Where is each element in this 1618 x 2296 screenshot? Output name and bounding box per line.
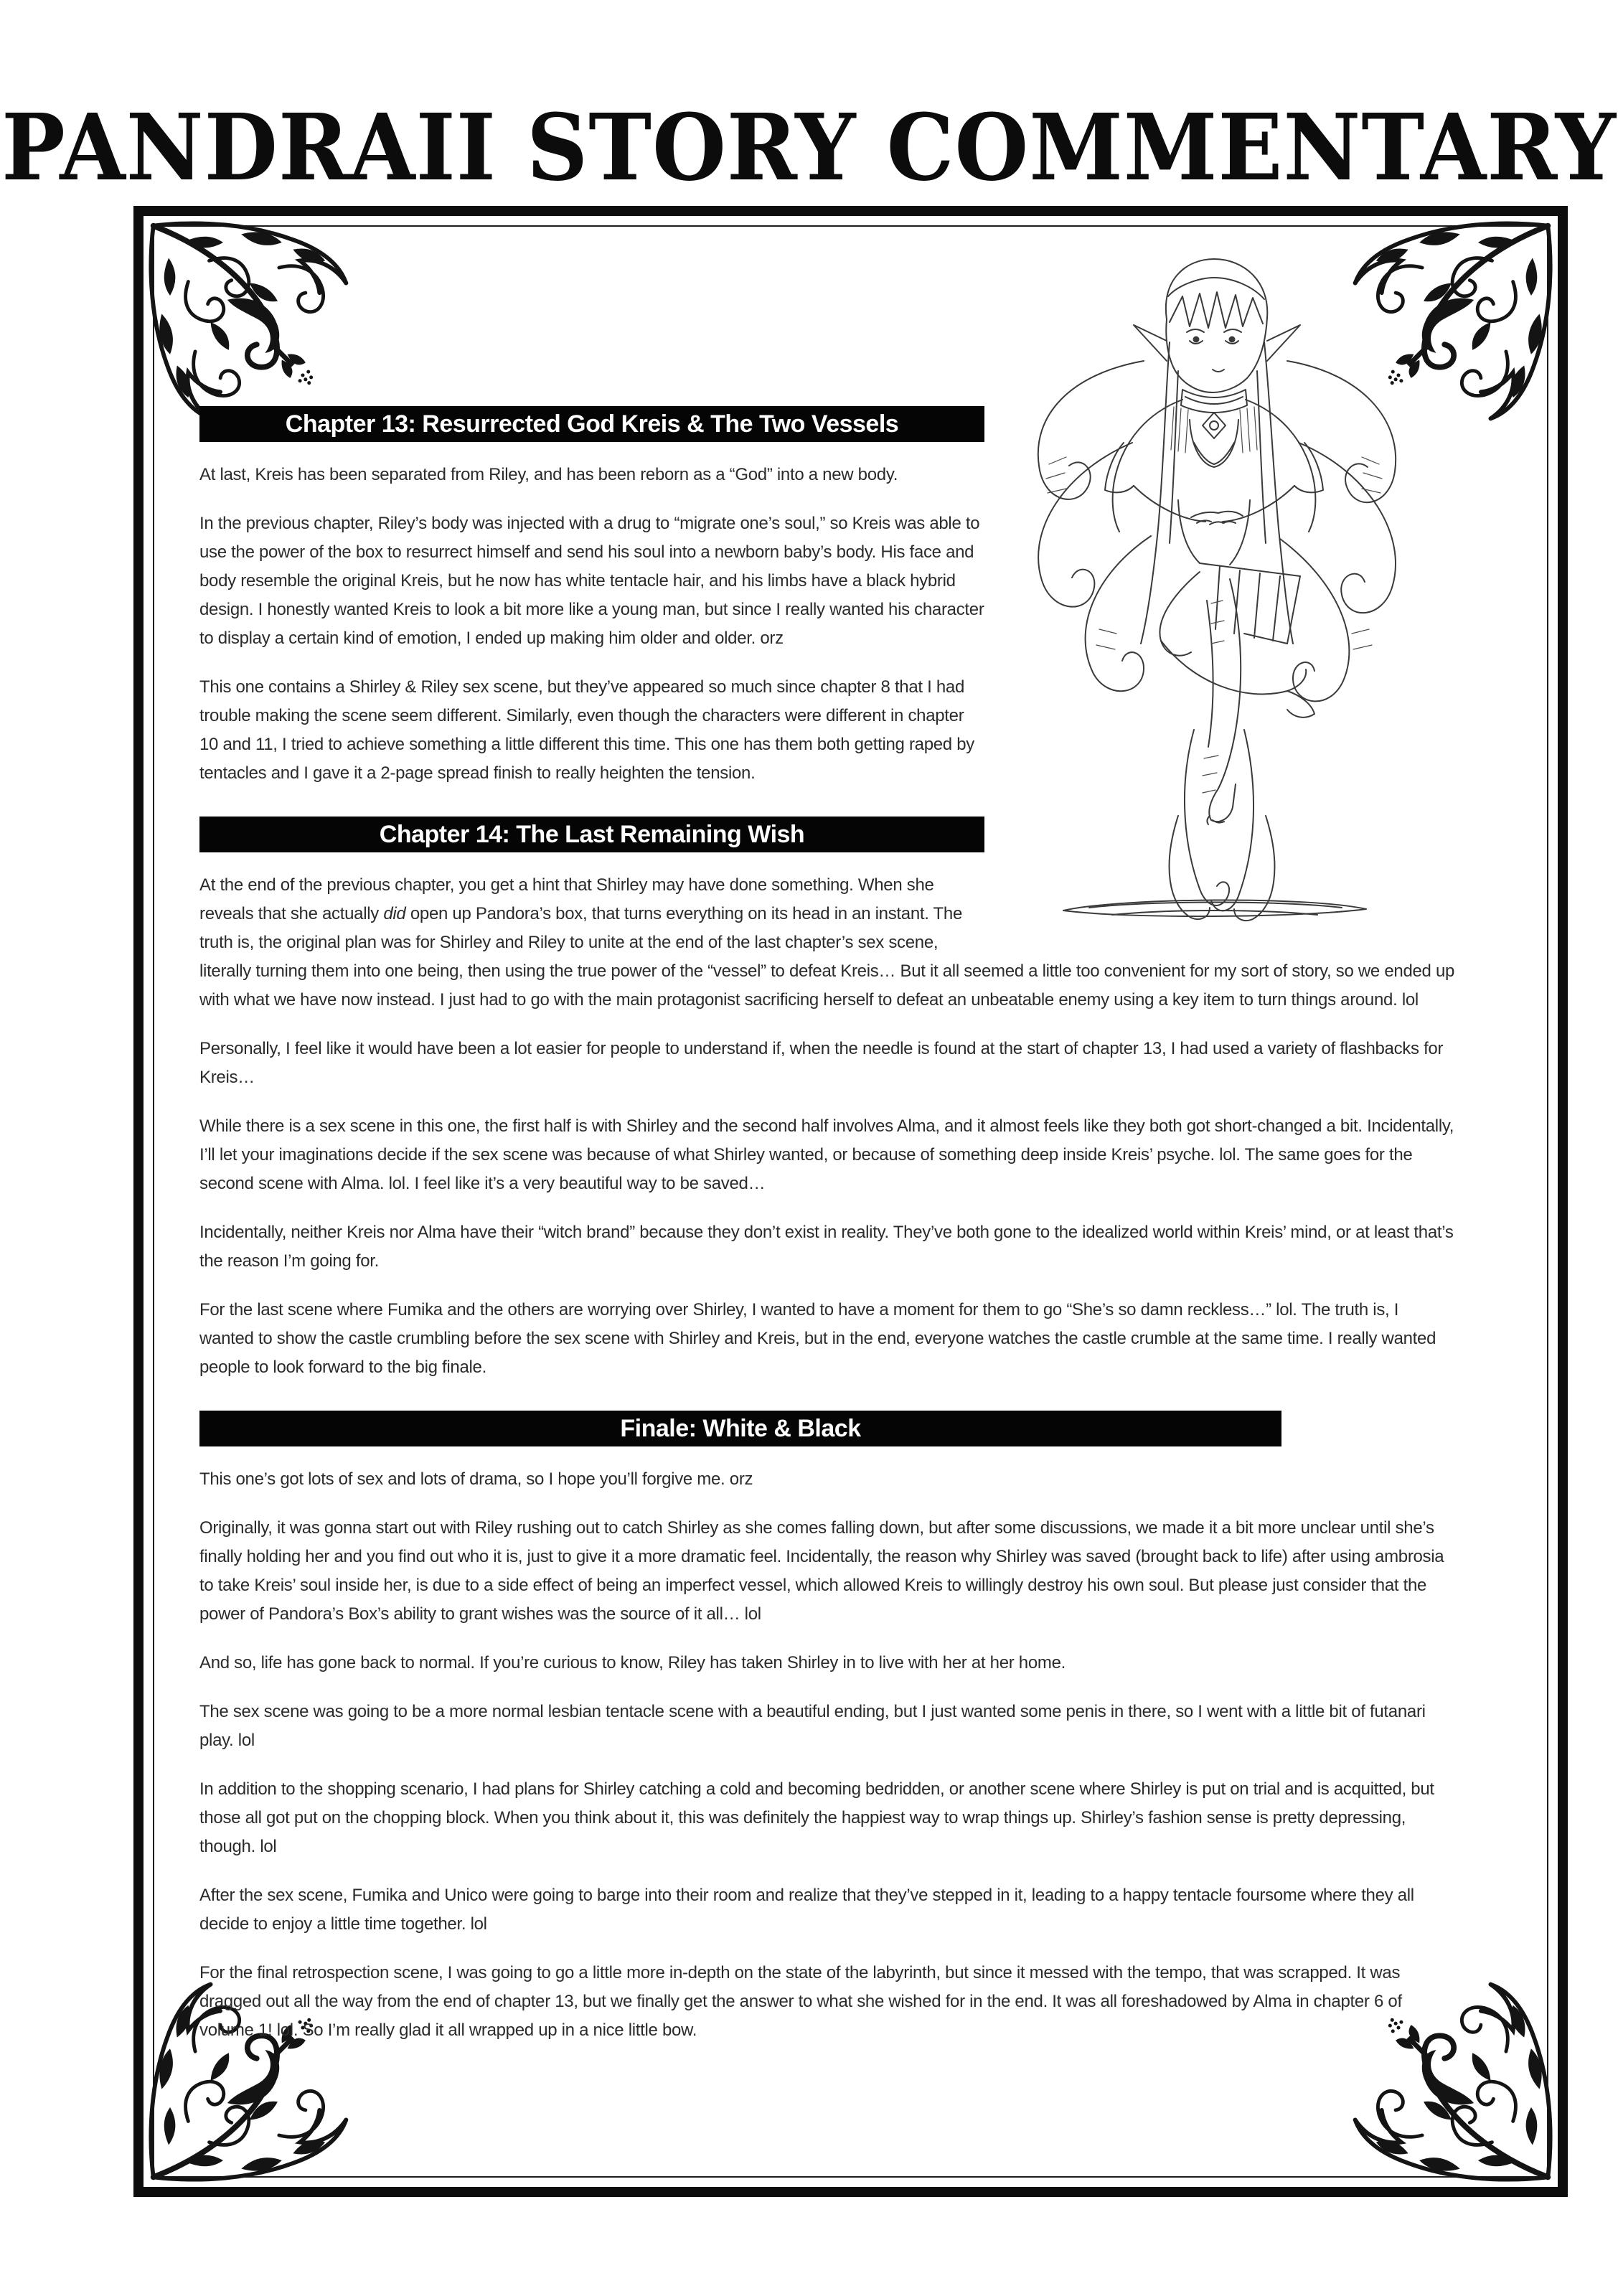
paragraph: Incidentally, neither Kreis nor Alma have their “witch brand” because they don’t exist in reality. They’ve both gone to the idealized world within Kreis’ mind, or at least that’s the reason I’m going for. [199,1223,1454,1271]
paragraph-text: open up Pandora’s box, that turns everything on its head in an instant. The truth is, the original plan was for Shirley and Riley to unite at the end of the last chapter’s sex scene, literally turning them into one being, then using the true power of the “vessel” to defeat Kreis… But it all seemed a little too convenient for my sort of story, so we ended up with what we have now instead. I just had to go with the main protagonist sacrificing herself to defeat an unbeatable enemy using a key item to turn things around. lol [199,904,1455,1010]
section-header-label: Chapter 14: The Last Remaining Wish [379,821,805,848]
page-title: PANDRAII STORY COMMENTARY [1,93,1617,202]
paragraph: Originally, it was gonna start out with Riley rushing out to catch Shirley as she comes falling down, but after some discussions, we made it a bit more unclear until she’s finally holding her and you find out who it is, just to give it a more dramatic feel. Incidentally, the reason why Shirley was saved (brought back to life) after using ambrosia to take Kreis’ soul inside her, is due to a side effect of being an imperfect vessel, which allowed Kreis to willingly destroy his own soul. But please just consider that the power of Pandora’s Box’s ability to grant wishes was the source of it all… lol [199,1518,1444,1624]
paragraph: Personally, I feel like it would have been a lot easier for people to understand if, when the needle is found at the start of chapter 13, I had used a variety of flashbacks for Kreis… [199,1039,1444,1087]
paragraph: At last, Kreis has been separated from Riley, and has been reborn as a “God” into a new body. [199,465,898,484]
paragraph: The sex scene was going to be a more normal lesbian tentacle scene with a beautiful ending, but I just wanted some penis in there, so I went with a little bit of futanari play. lol [199,1702,1426,1750]
decorative-frame [133,206,1568,2197]
illustration-text-wrap-spacer [984,377,1457,956]
paragraph: This one contains a Shirley & Riley sex scene, but they’ve appeared so much since chapter 8 that I had trouble making the scene seem different. Similarly, even though the characters were different in chapter 10 and 11, I tried to achieve something a little different this time. This one has them both getting raped by tentacles and I gave it a 2-page spread finish to really heighten the tension. [199,677,974,783]
italic-word: did [383,904,406,923]
paragraph: In addition to the shopping scenario, I had plans for Shirley catching a cold and becoming bedridden, or another scene where Shirley is put on trial and is acquitted, but those all got put on the chopping block. When you think about it, this was definitely the happiest way to wrap things up. Shirley’s fashion sense is pretty depressing, though. lol [199,1779,1434,1856]
paragraph: For the last scene where Fumika and the others are worrying over Shirley, I wanted to have a moment for them to go “She’s so damn reckless…” lol. The truth is, I wanted to show the castle crumbling before the sex scene with Shirley and Kreis, but in the end, everyone watches the castle crumble at the same time. I really wanted people to look forward to the big finale. [199,1300,1436,1377]
paragraph: For the final retrospection scene, I was going to go a little more in-depth on the state of the labyrinth, but since it messed with the tempo, that was scrapped. It was dragged out all the way from the end of chapter 13, but we finally get the answer to what she wished for in the end. It was all foreshadowed by Alma in chapter 6 of volume 1! lol. So I’m really glad it all wrapped up in a nice little bow. [199,1963,1402,2040]
commentary-content [199,377,1457,2045]
section-header-chapter-13 [199,406,984,442]
paragraph: This one’s got lots of sex and lots of drama, so I hope you’ll forgive me. orz [199,1469,753,1489]
section-header-finale [199,1411,1281,1446]
paragraph: In the previous chapter, Riley’s body was injected with a drug to “migrate one’s soul,” so Kreis was able to use the power of the box to resurrect himself and send his soul into a newborn baby’s body. His face and body resemble the original Kreis, but he now has white tentacle hair, and his limbs have a black hybrid design. I honestly wanted Kreis to look a bit more like a young man, but since I really wanted his character to display a certain kind of emotion, I ended up making him older and older. orz [199,514,984,648]
paragraph: While there is a sex scene in this one, the first half is with Shirley and the second half involves Alma, and it almost feels like they both got short-changed a bit. Incidentally, I’ll let your imaginations decide if the sex scene was because of what Shirley wanted, or because of something deep inside Kreis’ psyche. lol. The same goes for the second scene with Alma. lol. I feel like it’s a very beautiful way to be saved… [199,1116,1454,1193]
section-header-chapter-14 [199,817,984,852]
section-header-label: Chapter 13: Resurrected God Kreis & The Two Vessels [285,410,899,438]
paragraph: After the sex scene, Fumika and Unico were going to barge into their room and realize that they’ve stepped in it, leading to a happy tentacle foursome where they all decide to enjoy a little time together. lol [199,1886,1414,1934]
paragraph: And so, life has gone back to normal. If you’re curious to know, Riley has taken Shirley in to live with her at her home. [199,1653,1066,1672]
paragraph-text: At the end of the previous chapter, you get a hint that Shirley may have done something. When she reveals that she actually [199,875,934,923]
section-header-label: Finale: White & Black [620,1415,861,1442]
